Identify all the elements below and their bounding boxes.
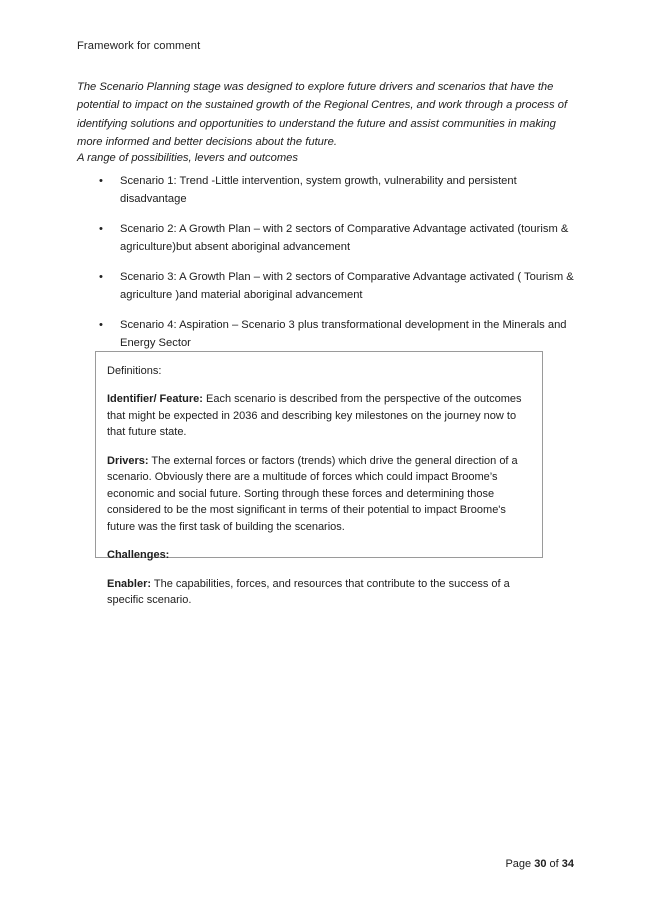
definition-body: Each scenario is described from the perspective of the outcomes that might be expected in 2036 and describing key milestones on the journey now to that future state.: [107, 393, 522, 438]
bullet-icon: •: [99, 175, 103, 187]
definition-term: Challenges:: [107, 549, 170, 561]
list-item-text: Scenario 1: Trend -Little intervention, system growth, vulnerability and persistent disadvantage: [120, 175, 517, 205]
definition-entry: [107, 547, 530, 564]
list-item-text: Scenario 3: A Growth Plan – with 2 sectors of Comparative Advantage activated ( Tourism & agriculture )and material aboriginal advancement: [120, 271, 574, 301]
subheading: A range of possibilities, levers and outcomes: [77, 152, 298, 164]
definition-term: Identifier/ Feature:: [107, 393, 203, 405]
definition-term: Drivers:: [107, 454, 149, 467]
list-item: [77, 221, 574, 256]
definition-entry: [107, 391, 530, 441]
definition-term: Enabler:: [107, 577, 152, 590]
definitions-box: [95, 351, 543, 606]
list-item: [77, 269, 574, 304]
list-item: [77, 317, 574, 352]
footer-prefix: Page: [505, 858, 535, 870]
definition-body: The external forces or factors (trends) which drive the general direction of a scenario. Obviously there are a multitude of forces which could impact Broome’s economic and social future. Sorting through these forces and determining those considered to be the most significant in terms of their potential to impact Broome's future was the first task of building the scenarios.: [107, 454, 518, 533]
list-item: [77, 173, 574, 208]
definition-entry: [107, 576, 530, 609]
definition-entry: [107, 453, 530, 536]
bullet-icon: •: [99, 223, 103, 235]
list-item-text: Scenario 2: A Growth Plan – with 2 sectors of Comparative Advantage activated (tourism & agriculture)but absent aboriginal advancement: [120, 223, 569, 253]
list-item-text: Scenario 4: Aspiration – Scenario 3 plus transformational development in the Minerals and Energy Sector: [120, 319, 567, 349]
definition-body: The capabilities, forces, and resources that contribute to the success of a specific scenario.: [107, 577, 510, 606]
page-header-text: Framework for comment: [77, 40, 201, 52]
intro-paragraph: The Scenario Planning stage was designed to explore future drivers and scenarios that have the potential to impact on the sustained growth of the Regional Centres, and work through a process of identifying solutions and opportunities to understand the future and assist communities in making more informed and better decisions about the future.: [77, 81, 568, 149]
footer-total-pages: 34: [561, 858, 574, 870]
definitions-title: Definitions:: [107, 365, 162, 377]
bullet-icon: •: [99, 319, 103, 331]
footer-middle: of: [546, 858, 562, 870]
footer-current-page: 30: [534, 858, 547, 870]
bullet-icon: •: [99, 271, 103, 283]
page-footer: [505, 857, 574, 872]
scenario-list: [77, 173, 574, 365]
